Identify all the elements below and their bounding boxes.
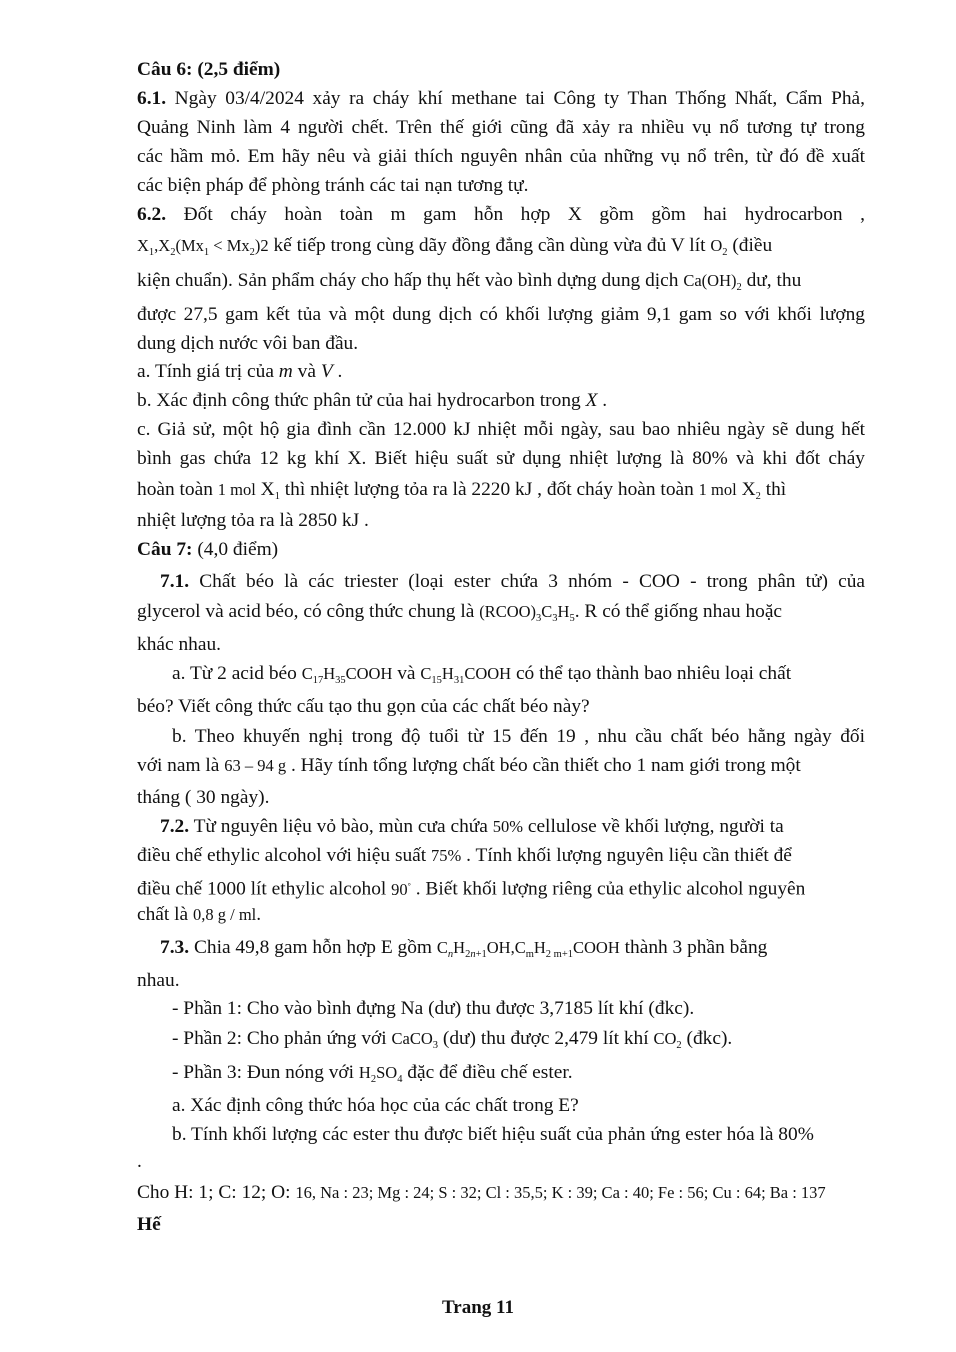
q7-1-b-line-2-b: . Hãy tính tổng lượng chất béo cần thiết cho 1 nam giới trong một [286, 755, 801, 776]
atomic-values: 16, Na : 23; Mg : 24; S : 32; Cl : 35,5; K : 39; Ca : 40; Fe : 56; Cu : 64; Ba : 137 [295, 1183, 826, 1202]
q7-2-line-3-b: . Biết khối lượng riêng của ethylic alcohol nguyên [410, 878, 806, 900]
q6-2-c-line-3-b: thì nhiệt lượng tỏa ra là 2220 kJ , đốt cháy hoàn toàn [279, 479, 699, 500]
q6-2-line-5: dung dịch nước vôi ban đầu. [137, 333, 359, 354]
formula-x1-x2: $X_1,X_2(Mx_1 < Mx_2)2$ [137, 236, 269, 258]
q6-1-line-1 [137, 87, 865, 111]
q7-3-number: 7.3. [160, 937, 190, 958]
q7-1-a-text-1: a. Từ 2 acid béo [172, 663, 302, 684]
q7-3-line-1 [160, 936, 865, 960]
formula-o2: $O_2$ [710, 236, 728, 258]
q6-2-c-line-4: nhiệt lượng tỏa ra là 2850 kJ . [137, 510, 369, 531]
q6-2-c-line-3-c: thì [765, 479, 787, 500]
q7-3-line-2: nhau. [137, 970, 180, 991]
q7-2-line-4-a: chất là [137, 904, 193, 925]
q7-3-b: b. Tính khối lượng các ester thu được biết hiệu suất của phản ứng ester hóa là 80% [172, 1124, 814, 1145]
page-footer: Trang 11 [442, 1297, 514, 1318]
formula-c15h31cooh: $C_{15}H_{31}COOH$ [420, 664, 512, 686]
q7-1-a-line-1 [172, 662, 865, 686]
q7-1-text: Chất béo là các triester (loại ester chứa 3 nhóm - COO - trong phân tử) của [189, 571, 865, 592]
q7-3-b-dot: . [137, 1151, 142, 1172]
q7-1-number: 7.1. [160, 571, 190, 592]
q6-2-line-3-text: kiện chuẩn). Sản phẩm cháy cho hấp thụ hết vào bình dựng dung dịch [137, 270, 684, 291]
q6-2-a: a. Tính giá trị của m và V . [137, 361, 343, 382]
q6-2-b-text: b. Xác định công thức phân tử của hai hydrocarbon trong [137, 390, 586, 411]
q7-3-part-3-b: đặc để điều chế ester. [402, 1062, 573, 1083]
q7-2-line-2-b: . Tính khối lượng nguyên liệu cần thiết để [461, 845, 792, 866]
q6-1-number: 6.1. [137, 88, 167, 109]
q6-1-line-2: Quảng Ninh làm 4 người chết. Trên thế giới cũng đã xảy ra nhiều vụ nổ tương tự trong [137, 117, 865, 138]
q7-1-a-text-2: và [392, 663, 421, 684]
q7-1-b-line-2 [137, 754, 865, 778]
q7-1-line-2 [137, 600, 865, 624]
q6-2-text: Đốt cháy hoàn toàn m gam hỗn hợp X gồm gồm hai hydrocarbon , [166, 204, 865, 225]
q7-3-line-1-a: Chia 49,8 gam hỗn hợp E gồm [189, 937, 437, 958]
q7-3-part-3 [172, 1061, 865, 1085]
q7-2-line-3-a: điều chế 1000 lít ethylic alcohol [137, 878, 392, 900]
q7-2-line-2 [137, 844, 865, 868]
atomic-masses [137, 1181, 865, 1205]
end-mark: Hế [137, 1214, 161, 1235]
q7-heading-points: (4,0 điểm) [197, 539, 279, 560]
formula-c17h35cooh: $C_{17}H_{35}COOH$ [301, 664, 393, 686]
var-m-v: m [278, 361, 293, 382]
q6-2-line-2-text: kế tiếp trong cùng dãy đồng đẳng cần dùng vừa đủ V lít [268, 235, 711, 256]
q6-1-line-4: các biện pháp để phòng tránh các tai nạn tương tự. [137, 175, 529, 196]
q7-1-b-line-3: tháng ( 30 ngày). [137, 787, 270, 808]
q7-heading-text: Câu 7: [137, 539, 198, 560]
q7-1-line-1 [160, 570, 865, 594]
q6-2-line-2-end: (điều [727, 235, 773, 256]
q7-2-line-4 [137, 903, 865, 927]
atomic-prefix: Cho H: 1; C: 12; O: [137, 1182, 296, 1203]
formula-1mol-x2: 1 mol [698, 480, 737, 499]
var-x: X [585, 390, 598, 411]
q7-2-line-2-a: điều chế ethylic alcohol với hiệu suất [137, 845, 432, 866]
q7-1-line-3: khác nhau. [137, 634, 221, 655]
q7-1-line-2-text: glycerol và acid béo, có công thức chung là [137, 601, 480, 622]
value-90-degree: 90° [391, 879, 411, 899]
q7-1-b-line-2-a: với nam là [137, 755, 225, 776]
q7-1-a-line-2: béo? Viết công thức cấu tạo thu gọn của các chất béo này? [137, 696, 590, 717]
q6-2-c-line-2: bình gas chứa 12 kg khí X. Biết hiệu suất sử dụng nhiệt lượng là 80% và khi đốt cháy [137, 448, 865, 469]
q6-2-b: b. Xác định công thức phân tử của hai hydrocarbon trong X . [137, 390, 608, 411]
q6-2-c-line-3-a: hoàn toàn [137, 479, 218, 500]
q7-2-number: 7.2. [160, 816, 190, 837]
formula-e-mixture: $C_nH_{2n+1}OH,C_mH_{2 m+1}COOH$ [436, 938, 620, 960]
q6-2-line-3 [137, 269, 865, 293]
q6-2-line-2 [137, 234, 865, 258]
q7-3-part-2-b: (dư) thu được 2,479 lít khí [438, 1028, 654, 1049]
q7-1-b-value: 63 – 94 g [224, 756, 287, 775]
formula-h2so4: $H_2SO_4$ [358, 1063, 403, 1085]
q7-2-line-4-b: . [256, 904, 262, 925]
q7-1-b-line-1: b. Theo khuyến nghị trong độ tuổi từ 15 đến 19 , nhu cầu chất béo hằng ngày đối [172, 726, 865, 747]
q6-2-line-1 [137, 203, 865, 227]
q7-1-line-2-end: . R có thể giống nhau hoặc [574, 601, 783, 622]
q7-2-line-3 [137, 874, 865, 902]
q7-3-part-2-a: - Phần 2: Cho phản ứng với [172, 1028, 392, 1049]
value-75pct: 75% [431, 846, 462, 865]
q6-2-line-4: được 27,5 gam kết tủa và một dung dịch có khối lượng giảm 9,1 gam so với khối lượng [137, 304, 865, 325]
q6-2-c-line-3: hoàn toàn 1 mol $X_1$ thì nhiệt lượng tỏa ra là 2220 kJ , đốt cháy hoàn toàn 1 mol $X_2$ thì [137, 479, 787, 502]
formula-caoh2: $Ca(OH)_2$ [683, 271, 742, 293]
formula-1mol-x1: 1 mol [217, 480, 256, 499]
formula-caco3: CaCO$_3$ [391, 1029, 439, 1051]
q7-2-line-1-b: cellulose về khối lượng, người ta [523, 816, 784, 837]
q6-2-line-3-end: dư, thu [741, 270, 802, 291]
q7-heading [137, 538, 865, 562]
q7-2-line-1 [160, 815, 865, 839]
q7-3-line-1-b: thành 3 phần bằng [619, 937, 768, 958]
q7-3-a: a. Xác định công thức hóa học của các chất trong E? [172, 1095, 579, 1116]
q6-1-text: Ngày 03/4/2024 xảy ra cháy khí methane tai Công ty Than Thống Nhất, Cẩm Phả, [166, 88, 865, 109]
q6-2-a-text: a. Tính giá trị của [137, 361, 279, 382]
q7-3-part-3-a: - Phần 3: Đun nóng với [172, 1062, 359, 1083]
value-50pct: 50% [492, 817, 523, 836]
q6-1-line-3: các hầm mỏ. Em hãy nêu và giải thích nguyên nhân của những vụ nổ trên, từ đó đề xuất [137, 146, 865, 167]
formula-rcoo3c3h5: $(RCOO)_3C_3H_5$ [479, 602, 575, 624]
q7-2-line-1-a: Từ nguyên liệu vỏ bào, mùn cưa chứa [189, 816, 493, 837]
q7-3-part-2 [172, 1027, 865, 1051]
value-density: 0,8 g / ml [193, 905, 257, 924]
q7-1-a-text-3: có thể tạo thành bao nhiêu loại chất [511, 663, 792, 684]
formula-co2: $CO_2$ [653, 1029, 682, 1051]
q7-3-part-1: - Phần 1: Cho vào bình đựng Na (dư) thu được 3,7185 lít khí (đkc). [172, 998, 695, 1019]
q6-heading: Câu 6: (2,5 điểm) [137, 59, 281, 80]
q7-3-part-2-c: (đkc). [681, 1028, 733, 1049]
q6-2-number: 6.2. [137, 204, 167, 225]
q6-2-c-line-1: c. Giả sử, một hộ gia đình cần 12.000 kJ nhiệt mỗi ngày, sau bao nhiêu ngày sẽ dung hết [137, 419, 865, 440]
